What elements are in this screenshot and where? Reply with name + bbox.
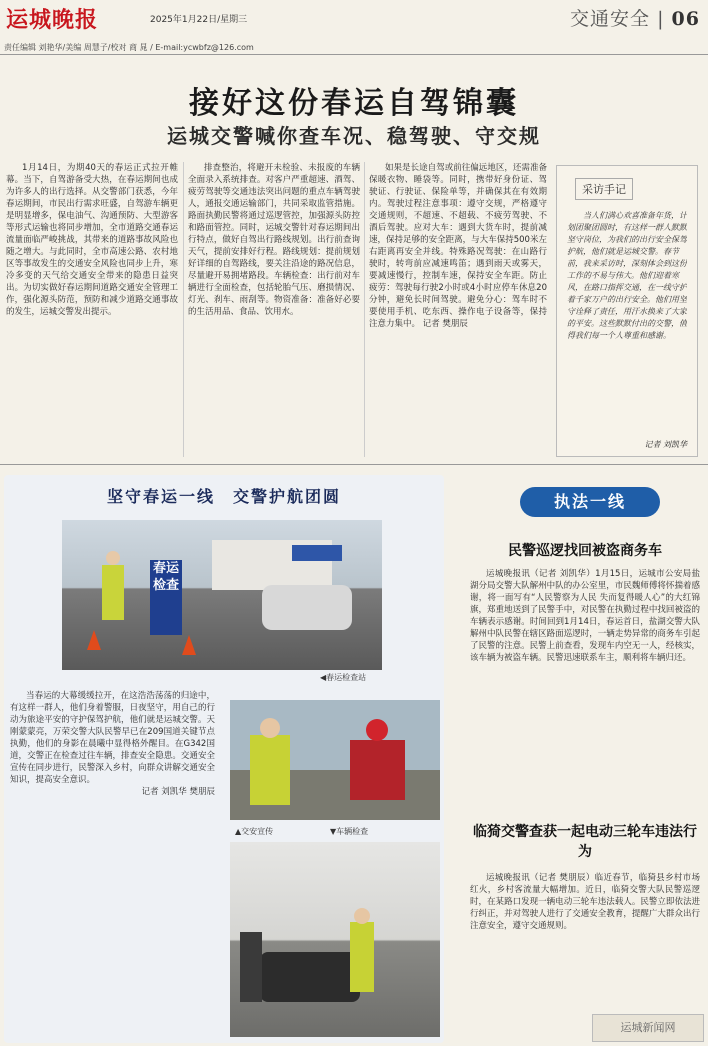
column-divider — [183, 162, 184, 457]
section-title: 交通安全 | 06 — [570, 8, 700, 30]
inspection-scene — [230, 842, 440, 1037]
dateline: 2025年1月22日/星期三 — [150, 15, 248, 25]
column-divider — [364, 162, 365, 457]
checkpoint-scene — [62, 520, 382, 670]
newspaper-logo: 运城晚报 — [6, 7, 99, 33]
checkpoint-caption: ◀春运检查站 — [320, 673, 367, 682]
masthead — [0, 0, 708, 33]
outreach-photo — [230, 700, 440, 820]
interview-notes-box — [556, 165, 698, 457]
law-enforcement-banner: 执法一线 — [520, 487, 660, 517]
feature-body — [10, 690, 215, 1040]
checkpoint-photo — [62, 520, 382, 670]
section-name: 交通安全 — [570, 8, 651, 30]
article-column-1-text: 1月14日，为期40天的春运正式拉开帷幕。当下，自驾游备受大热，在春运期间也成为许多人的出行选择。从交警部门获悉，今年春运期间，市民出行需求旺盛，自驾游车辆更是明显增多，保电油气、沟通预防、大型游客等形式运输也将同步增加，全市道路交通春运流量面临严峻挑战，其带来的道路事故风险也随之增大。与此同时，全市高速公路、农村地区等事故发生的交通安全风险也同步上升，寒冷多变的天气给交通安全带来的隐患日益突出。为切实做好春运期间道路交通安全管理工作，强化源头防范，预防和减少道路交通事故的发生，运城交警发出提示。 — [6, 163, 178, 317]
news-body-1-text: 运城晚报讯（记者 刘凯华）1月15日，运城市公安局盐湖分局交警大队解州中队的办公室里，市民魏师傅将怀揣着感谢，将一面写有“人民警察为人民 失而复得暖人心”的大红锦旗，郑重地送到了民警手中，对民警在执勤过程中找回被盗的车辆表示感谢。时间回到1月14日，春运首日，盐湖交警大队解州中队民警在辖区路面巡逻时，一辆走势异常的商务车引起了民警的注意。民警上前查看，发现车内空无一人，经核实，该车辆为被盗车辆。民警迅速联系车主，顺利将车辆归还。 — [470, 569, 700, 663]
article-column-1 — [6, 162, 178, 457]
interview-notes-author: 记者 刘凯华 — [644, 440, 687, 449]
outreach-caption: ▲交安宣传 — [235, 827, 274, 836]
checkpoint-sign: 春运检查 — [152, 561, 179, 593]
editor-credits: 责任编辑 刘艳华/美编 周慧子/校对 商 晁 / E-mail:ycwbfz@126.com — [4, 43, 254, 52]
outreach-scene — [230, 700, 440, 820]
news-headline-1: 民警巡逻找回被盗商务车 — [508, 543, 662, 559]
main-subhead: 运城交警喊你查车况、稳驾驶、守交规 — [167, 124, 541, 148]
article-column-2-text: 排查整治，将避开未检验、未报废的车辆全面录入系统排查。对客户严重超速、酒驾、疲劳驾驶等交通违法突出问题的重点车辆驾驶人，通报交通运输部门，共同采取监管措施。路面执勤民警将通过巡逻管控，加强源头防控和路面管控。同时，运城交警针对春运期间出行特点，做好自驾出行路线规划。出行前查询天气，提前安排好行程。路线规划：提前规划好详细的自驾路线，要关注沿途的路况信息，尽量避开易拥堵路段。车辆检查：出行前对车辆进行全面检查，包括轮胎气压、磨损情况、灯光、刹车、雨刮等。物资准备：准备好必要的生活用品、食品、饮用水。 — [188, 163, 360, 317]
article-column-3-text: 如果是长途自驾或前往偏远地区，还需准备保暖衣物、睡袋等。同时，携带好身份证、驾驶证、行驶证、保险单等，并确保其在有效期内。驾驶过程注意事项：遵守交规，严格遵守交通规则，不超速、不超载、不疲劳驾驶、不酒后驾驶。应对大车：遇到大货车时，提前减速，保持足够的安全距离，与大车保持500米左右距离再安全并线。特殊路况驾驶：在山路行驶时，转弯前应减速鸣笛；遇到雨天或雾天，要减速慢行，控制车速，保持安全车距。防止疲劳：驾驶每行驶2小时或4小时应停车休息20分钟，避免长时间驾驶。避免分心：驾车时不要使用手机、吃东西、操作电子设备等，保持注意力集中。 记者 樊朋辰 — [369, 163, 547, 329]
news-body-2 — [470, 872, 700, 1032]
news-body-1 — [470, 568, 700, 813]
section-divider — [0, 464, 708, 465]
page-number: 06 — [671, 8, 700, 30]
site-watermark: 运城新闻网 — [592, 1014, 704, 1042]
article-column-2 — [188, 162, 360, 457]
news-headline-2: 临猗交警查获一起电动三轮车违法行为 — [473, 824, 697, 860]
feature-body-text: 当春运的大幕缓缓拉开，在这浩浩荡荡的归途中，有这样一群人，他们身着警服，日夜坚守，用自己的行动为旅途平安的守护保驾护航，他们就是运城交警。天刚蒙蒙亮，万荣交警大队民警早已在209国道关键节点执勤，他们的身影在晨曦中显得格外醒目。在G342国道，交警正在检查过往车辆，排查安全隐患。交通安全宣传在同步进行，民警深入乡村，向群众讲解交通安全知识，提高安全意识。 — [10, 691, 215, 785]
news-body-2-text: 运城晚报讯（记者 樊朋辰）临近春节，临猗县乡村市场红火，乡村客流量大幅增加。近日，临猗交警大队民警巡逻时，在某路口发现一辆电动三轮车违法载人。民警立即依法进行纠正，并对驾驶人进行了交通安全教育，提醒广大群众出行注意安全，遵守交通规则。 — [470, 873, 700, 931]
main-headline: 接好这份春运自驾锦囊 — [189, 86, 519, 121]
interview-notes-title: 采访手记 — [575, 178, 633, 200]
masthead-divider — [0, 54, 708, 55]
inspection-caption: ▼车辆检查 — [330, 827, 369, 836]
feature-reporters: 记者 刘凯华 樊朋辰 — [141, 787, 215, 797]
feature-title: 坚守春运一线 交警护航团圆 — [106, 487, 341, 506]
vehicle-inspection-photo — [230, 842, 440, 1037]
article-column-3 — [369, 162, 547, 457]
interview-notes-body: 当人们满心欢喜准备年货，计划团聚团圆时，有这样一群人默默坚守岗位，为我们的出行安全保驾护航，他们就是运城交警。春节前，我来采访时，深刻体会到这份工作的不易与伟大。他们迎着寒风，在路口指挥交通，在一线守护着千家万户的出行安全。他们用坚守诠释了责任，用汗水换来了大家的平安。这些默默付出的交警，值得我们每一个人尊重和感谢。 — [567, 211, 687, 340]
